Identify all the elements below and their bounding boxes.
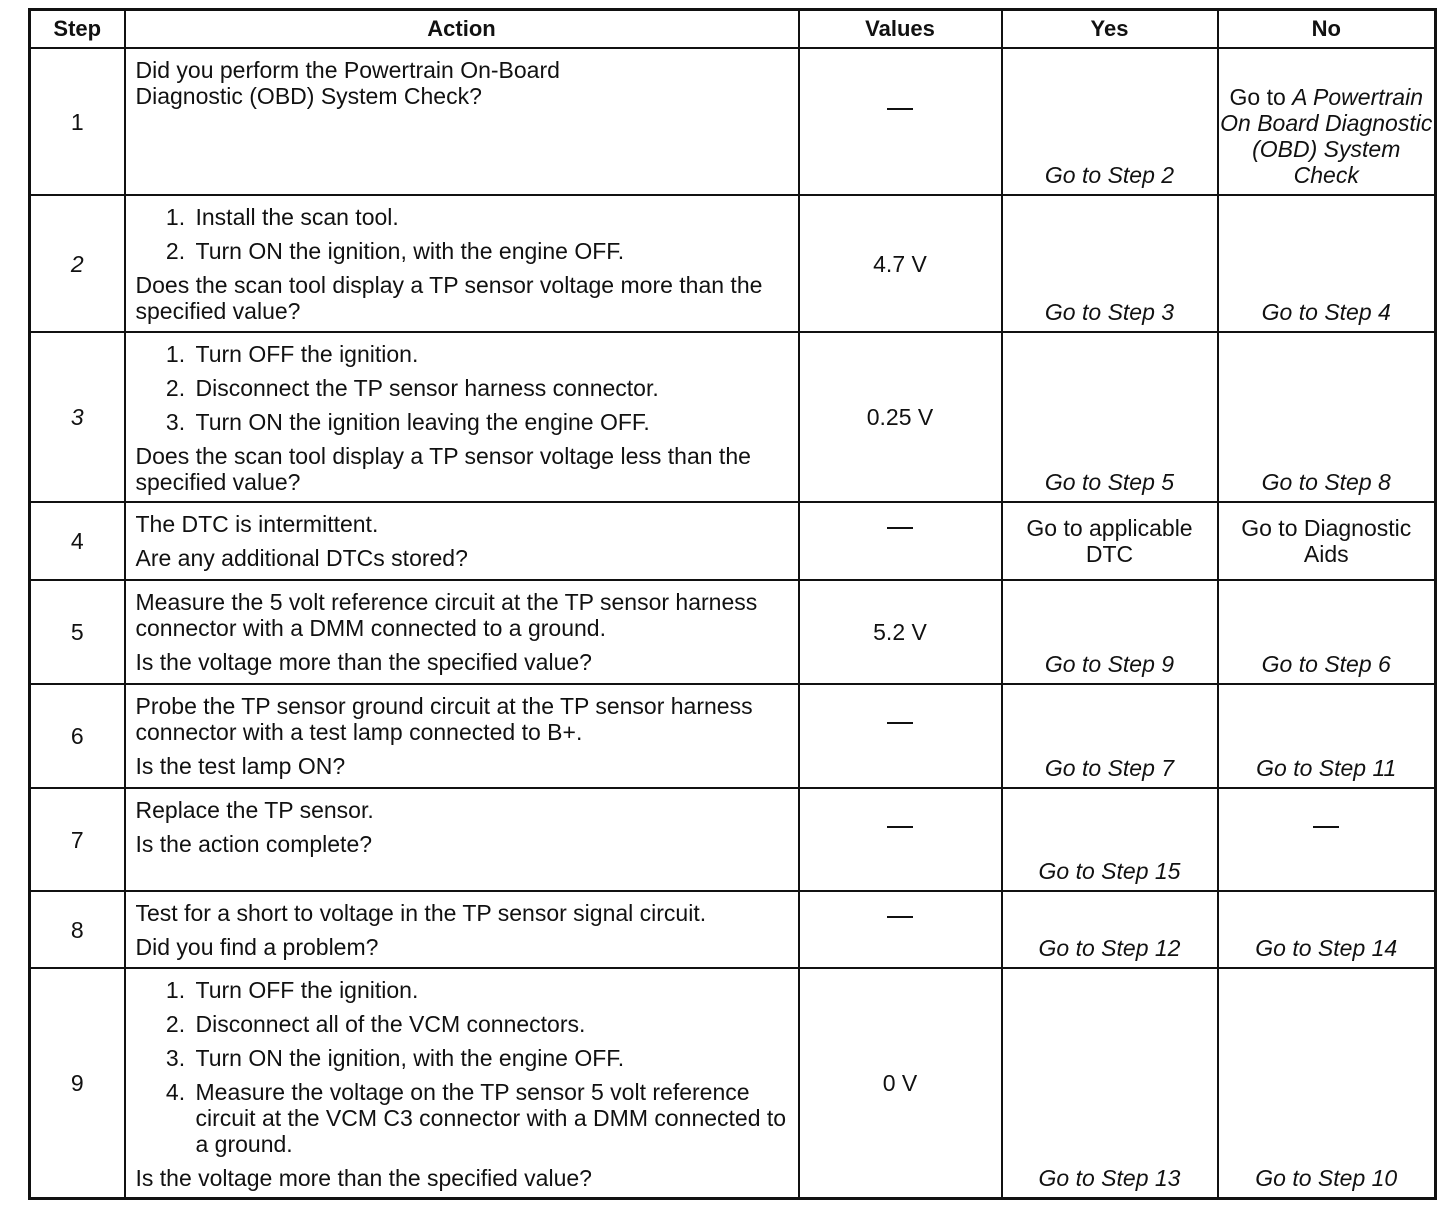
header-no: No: [1218, 10, 1436, 49]
no-cell: Go to Diagnostic Aids: [1218, 502, 1436, 580]
no-cell: Go to Step 11: [1218, 684, 1436, 788]
yes-cell: Go to applicable DTC: [1002, 502, 1218, 580]
step-number: 8: [30, 891, 125, 968]
table-row: [30, 788, 1436, 891]
dash-value: [887, 826, 913, 854]
action-question: Is the voltage more than the specified value?: [135, 649, 592, 675]
dash-value: [1313, 826, 1339, 854]
dash-value: [887, 108, 913, 136]
header-values: Values: [799, 10, 1002, 49]
dash-value: [887, 916, 913, 944]
yes-cell: Go to Step 7: [1002, 684, 1218, 788]
action-cell: [125, 195, 799, 332]
diagnostic-table: [28, 8, 1437, 1200]
action-question: Is the action complete?: [135, 831, 373, 857]
value-cell: 0 V: [799, 968, 1002, 1199]
no-prefix: Go to: [1229, 84, 1286, 110]
action-list-item: 1. Install the scan tool.: [192, 204, 788, 230]
header-yes: Yes: [1002, 10, 1218, 49]
dash-value: [887, 527, 913, 555]
value-cell: [799, 788, 1002, 891]
action-text: The DTC is intermittent.: [135, 511, 379, 537]
action-list-item: 1. Turn OFF the ignition.: [192, 977, 788, 1003]
no-cell: Go to Step 8: [1218, 332, 1436, 502]
step-number: 5: [30, 580, 125, 684]
step-number: 3: [30, 332, 125, 502]
action-list-item: 2. Disconnect the TP sensor harness connector.: [192, 375, 788, 401]
action-text: Probe the TP sensor ground circuit at the TP sensor harness connector with a test lamp connected to B+.: [135, 693, 753, 745]
value-cell: 4.7 V: [799, 195, 1002, 332]
action-text: Replace the TP sensor.: [135, 797, 374, 823]
table-row: [30, 502, 1436, 580]
yes-cell: Go to Step 5: [1002, 332, 1218, 502]
step-number: 4: [30, 502, 125, 580]
action-cell: [125, 502, 799, 580]
action-cell: [125, 891, 799, 968]
yes-cell: Go to Step 2: [1002, 48, 1218, 195]
table-row: [30, 891, 1436, 968]
table-row: [30, 580, 1436, 684]
no-cell: Go to Step 10: [1218, 968, 1436, 1199]
action-question: Is the test lamp ON?: [135, 753, 346, 779]
table-row: [30, 48, 1436, 195]
value-cell: 5.2 V: [799, 580, 1002, 684]
step-number: 1: [30, 48, 125, 195]
step-number: 9: [30, 968, 125, 1199]
action-cell: [125, 332, 799, 502]
action-question: Is the voltage more than the specified value?: [135, 1165, 592, 1191]
no-cell: [1218, 48, 1436, 195]
action-question: Does the scan tool display a TP sensor voltage less than the specified value?: [135, 443, 751, 495]
table-row: [30, 195, 1436, 332]
action-cell: [125, 48, 799, 195]
action-list-item: 2. Turn ON the ignition, with the engine OFF.: [192, 238, 788, 264]
action-text: Did you perform the Powertrain On-Board Diagnostic (OBD) System Check?: [135, 57, 560, 109]
value-cell: [799, 48, 1002, 195]
action-question: Did you find a problem?: [135, 934, 379, 960]
header-action: Action: [125, 10, 799, 49]
yes-cell: Go to Step 13: [1002, 968, 1218, 1199]
action-text: Test for a short to voltage in the TP sensor signal circuit.: [135, 900, 707, 926]
action-question: Does the scan tool display a TP sensor voltage more than the specified value?: [135, 272, 763, 324]
yes-cell: Go to Step 15: [1002, 788, 1218, 891]
action-question: Are any additional DTCs stored?: [135, 545, 468, 571]
yes-cell: Go to Step 12: [1002, 891, 1218, 968]
yes-cell: Go to Step 3: [1002, 195, 1218, 332]
action-list-item: 4. Measure the voltage on the TP sensor 5 volt reference circuit at the VCM C3 connector with a DMM connected to a ground.: [192, 1079, 788, 1157]
action-cell: [125, 684, 799, 788]
step-number: 6: [30, 684, 125, 788]
header-row: [30, 10, 1436, 49]
action-list-item: 2. Disconnect all of the VCM connectors.: [192, 1011, 788, 1037]
value-cell: [799, 891, 1002, 968]
no-cell: Go to Step 14: [1218, 891, 1436, 968]
action-cell: [125, 788, 799, 891]
step-number: 2: [30, 195, 125, 332]
no-cell: Go to Step 4: [1218, 195, 1436, 332]
no-cell: Go to Step 6: [1218, 580, 1436, 684]
value-cell: [799, 684, 1002, 788]
action-text: Measure the 5 volt reference circuit at the TP sensor harness connector with a DMM connected to a ground.: [135, 589, 758, 641]
value-cell: 0.25 V: [799, 332, 1002, 502]
dash-value: [887, 722, 913, 750]
no-italic-text: A Powertrain On Board Diagnostic (OBD) System Check: [1220, 84, 1433, 188]
table-row: [30, 332, 1436, 502]
table-row: [30, 968, 1436, 1199]
no-cell: [1218, 788, 1436, 891]
action-list-item: 1. Turn OFF the ignition.: [192, 341, 788, 367]
action-cell: [125, 968, 799, 1199]
header-step: Step: [30, 10, 125, 49]
table-row: [30, 684, 1436, 788]
value-cell: [799, 502, 1002, 580]
step-number: 7: [30, 788, 125, 891]
yes-cell: Go to Step 9: [1002, 580, 1218, 684]
action-list-item: 3. Turn ON the ignition, with the engine OFF.: [192, 1045, 788, 1071]
action-list-item: 3. Turn ON the ignition leaving the engine OFF.: [192, 409, 788, 435]
action-cell: [125, 580, 799, 684]
